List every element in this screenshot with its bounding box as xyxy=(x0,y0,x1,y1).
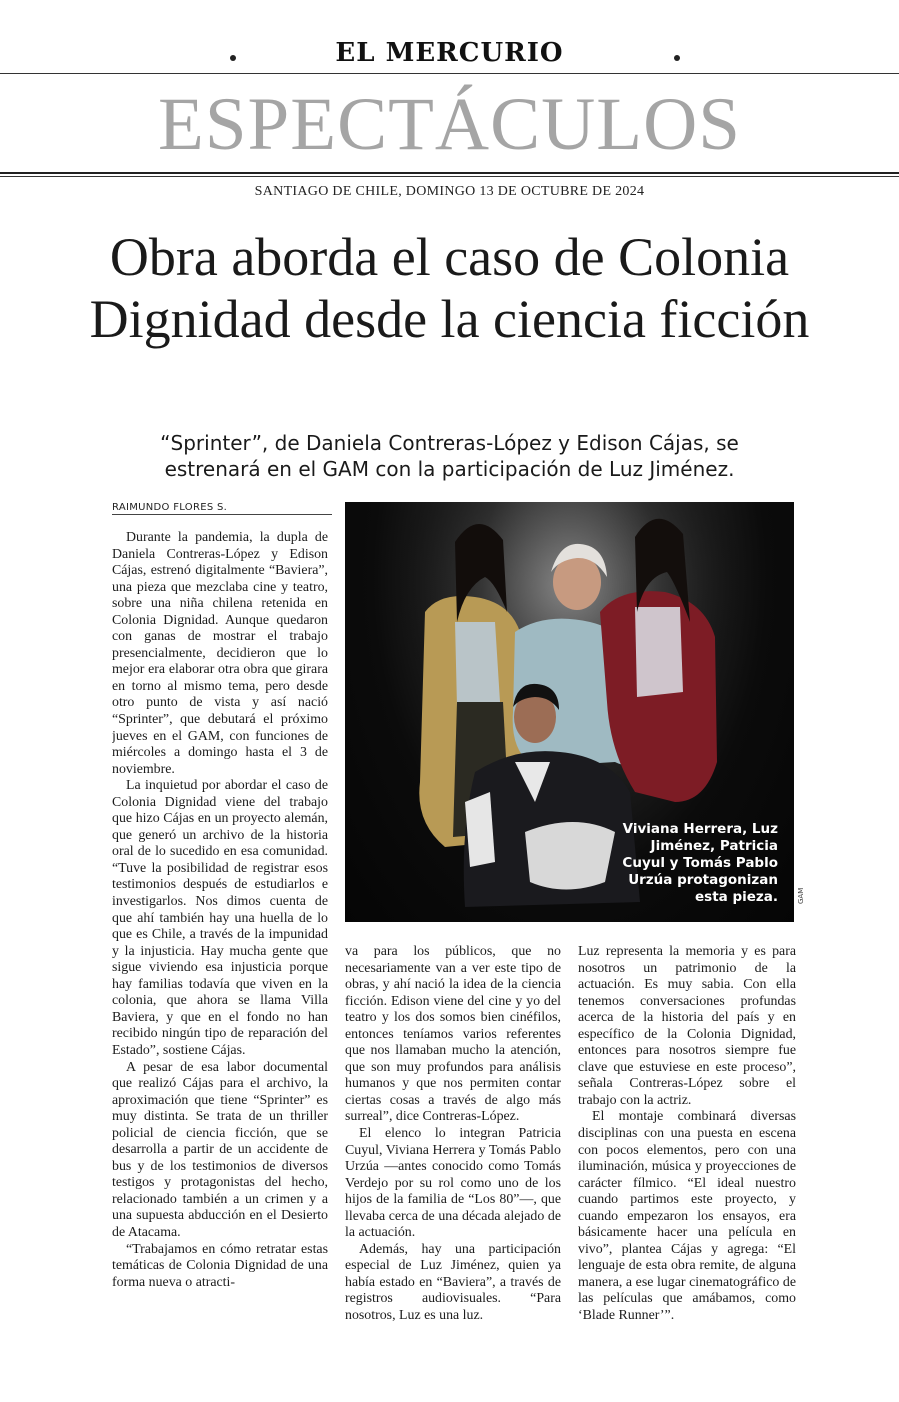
photo-caption: Viviana Herrera, Luz Jiménez, Patricia Cuyul y Tomás Pablo Urzúa protagonizan esta pieza. xyxy=(622,821,778,905)
paragraph: “Trabajamos en cómo retratar estas temáticas de Colonia Dignidad de una forma nueva o atracti- xyxy=(112,1241,328,1290)
paragraph: va para los públicos, que no necesariamente van a ver este tipo de obras, y ahí nació la idea de la ciencia ficción. Edison viene del cine y yo del teatro y los dos somos bien cinéfilos, entonces teníamos varios referentes que nos llamaban mucho la atención, que son muy profundos para análisis humanos y que nos permiten contar ciertas cosas a través de algo más surreal”, dice Contreras-López. xyxy=(345,944,561,1125)
paragraph: La inquietud por abordar el caso de Colonia Dignidad viene del trabajo que hizo Cájas en un proyecto alemán, que generó un archivo de la historia oral de lo sucedido en esa comunidad. “Tuve la posibilidad de registrar esos testimonios después de estudiarlos e investigarlos. Nos dimos cuenta de que ahí también hay una huella de lo que es Chile, a través de la impunidad y la injusticia. Hay mucha gente que sigue viviendo esa injusticia porque hay familias todavía que viven en la colonia, que ahora se llama Villa Baviera, y que en el fondo no han recibido ningún tipo de reparación del Estado”, sostiene Cájas. xyxy=(112,778,328,1058)
masthead-rule-top xyxy=(0,73,899,74)
section-title: ESPECTÁCULOS xyxy=(158,83,741,166)
byline-rule xyxy=(112,514,332,515)
newspaper-name: EL MERCURIO xyxy=(335,38,564,68)
masthead-rule-thin xyxy=(0,176,899,177)
paragraph: El montaje combinará diversas disciplinas con una puesta en escena con pocos elementos, pero con una iluminación, música y proyecciones de carácter fílmico. “El ideal nuestro cuando partimos este proyecto, y cuando empezaron los ensayos, era básicamente hacer una película en vivo”, plantea Cájas y agrega: “El lenguaje de esta obra remite, de alguna manera, a ese lugar cinematográfico de las películas que amábamos, como ‘Blade Runner’”. xyxy=(578,1109,796,1324)
paragraph: Además, hay una participación especial de Luz Jiménez, quien ya había estado en “Baviera”, a través de registros audiovisuales. “Para nosotros, Luz es una luz. xyxy=(345,1241,561,1324)
article-deck: “Sprinter”, de Daniela Contreras-López y Edison Cájas, se estrenará en el GAM con la participación de Luz Jiménez. xyxy=(160,431,739,481)
photo-credit: GAM xyxy=(797,887,805,904)
article-column-2 xyxy=(345,944,561,1340)
paragraph: Durante la pandemia, la dupla de Daniela Contreras-López y Edison Cájas, estrenó digitalmente “Baviera”, una pieza que mezclaba cine y teatro, sobre una niña chilena retenida en Colonia Dignidad. Aunque quedaron con ganas de mostrar el trabajo presencialmente, decidieron que lo mejor era elaborar otra obra que girara en torno al mismo tema, pero desde otro punto de vista y así nació “Sprinter”, que debutará el próximo jueves en el GAM, con funciones de miércoles a domingo hasta el 3 de noviembre. xyxy=(112,530,328,777)
byline: RAIMUNDO FLORES S. xyxy=(112,502,228,513)
paragraph: El elenco lo integran Patricia Cuyul, Viviana Herrera y Tomás Pablo Urzúa —antes conocido como Tomás Verdejo por su rol como uno de los hijos de la familia de “Los 80”—, que llevaba cerca de una década alejado de la actuación. xyxy=(345,1126,561,1241)
article-headline: Obra aborda el caso de Colonia Dignidad desde la ciencia ficción xyxy=(89,227,810,349)
paragraph: Luz representa la memoria y es para nosotros un patrimonio de la actuación. Es muy sabia. Con ella tenemos conversaciones profundas acerca de la historia del país y en específico de la Colonia Dignidad, entonces para nosotros siempre fue clave que estuviese en este proceso”, señala Contreras-López sobre el trabajo con la actriz. xyxy=(578,944,796,1108)
dateline: SANTIAGO DE CHILE, DOMINGO 13 DE OCTUBRE DE 2024 xyxy=(254,184,645,199)
masthead-rule-thick xyxy=(0,172,899,174)
paragraph: A pesar de esa labor documental que realizó Cájas para el archivo, la aproximación que tiene “Sprinter” es muy distinta. Se trata de un thriller policial de ciencia ficción, que se desarrolla a partir de un accidente de bus y de los testimonios de diversos testigos y protagonistas del hecho, relacionado también a un crimen y a una supuesta abducción en el Desierto de Atacama. xyxy=(112,1059,328,1240)
article-column-3 xyxy=(578,944,796,1340)
cast-photo xyxy=(345,502,794,922)
article-column-1 xyxy=(112,530,328,1340)
